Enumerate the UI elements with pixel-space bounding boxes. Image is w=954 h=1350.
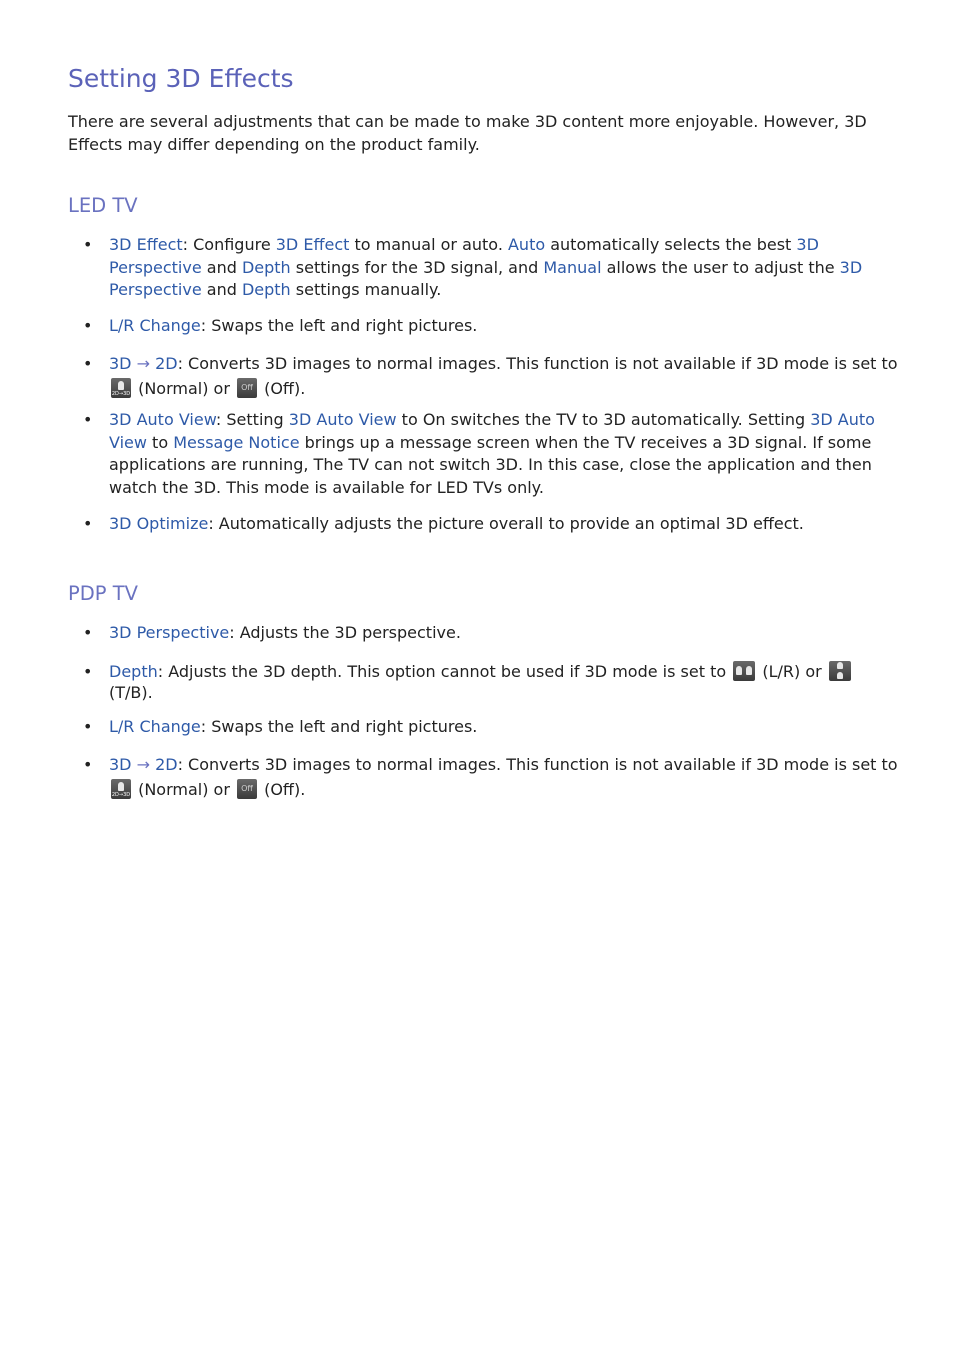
list-item-3d-to-2d: • 3D → 2D: Converts 3D images to normal images. This function is not available if 3D mode is set to 2D→3D (Normal) or Off (Off). bbox=[109, 351, 899, 401]
list-item-3d-optimize: • 3D Optimize: Automatically adjusts the picture overall to provide an optimal 3D effect. bbox=[109, 513, 899, 536]
list-item-depth: • Depth: Adjusts the 3D depth. This option cannot be used if 3D mode is set to (L/R) or (T/B). bbox=[109, 661, 899, 703]
link-3d[interactable]: 3D bbox=[109, 354, 132, 373]
normal-mode-icon: 2D→3D bbox=[111, 779, 131, 799]
link-3d-auto-view[interactable]: 3D Auto View bbox=[109, 410, 216, 429]
link-message-notice[interactable]: Message Notice bbox=[173, 432, 300, 452]
led-tv-heading: LED TV bbox=[68, 194, 138, 217]
link-lr-change[interactable]: L/R Change bbox=[109, 717, 201, 736]
list-item-lr-change: • L/R Change: Swaps the left and right pictures. bbox=[109, 315, 899, 338]
list-item-3d-effect: • 3D Effect: Configure 3D Effect to manual or auto. Auto automatically selects the best 3D Perspective and Depth settings for the 3D signal, and Manual allows the user to adjust the 3D Perspective and Depth settings manually. bbox=[109, 234, 899, 302]
link-depth[interactable]: Depth bbox=[109, 662, 158, 681]
link-lr-change[interactable]: L/R Change bbox=[109, 316, 201, 335]
link-3d-perspective[interactable]: 3D Perspective bbox=[109, 235, 819, 277]
link-3d-perspective[interactable]: 3D Perspective bbox=[109, 257, 863, 299]
arrow-icon: → bbox=[131, 755, 156, 774]
link-3d[interactable]: 3D bbox=[109, 755, 132, 774]
link-3d-effect[interactable]: 3D Effect bbox=[275, 235, 350, 254]
link-manual[interactable]: Manual bbox=[543, 257, 602, 277]
normal-mode-icon: 2D→3D bbox=[111, 378, 131, 398]
list-item-3d-perspective: • 3D Perspective: Adjusts the 3D perspective. bbox=[109, 622, 899, 645]
list-item-3d-auto-view: • 3D Auto View: Setting 3D Auto View to On switches the TV to 3D automatically. Setting 3D Auto View to Message Notice brings up a message screen when the TV receives a 3D signal. If some applications are running, The TV can not switch 3D. In this case, close the application and then watch the 3D. This mode is available for LED TVs only. bbox=[109, 409, 899, 499]
link-2d[interactable]: 2D bbox=[155, 755, 178, 774]
link-2d[interactable]: 2D bbox=[155, 354, 178, 373]
link-3d-effect[interactable]: 3D Effect bbox=[109, 235, 183, 254]
off-mode-icon: Off bbox=[237, 378, 257, 398]
link-3d-perspective[interactable]: 3D Perspective bbox=[109, 623, 230, 642]
lr-mode-icon bbox=[733, 661, 755, 681]
link-3d-auto-view[interactable]: 3D Auto View bbox=[288, 410, 397, 429]
arrow-icon: → bbox=[131, 354, 156, 373]
link-depth[interactable]: Depth bbox=[241, 280, 291, 299]
tb-mode-icon bbox=[829, 661, 851, 681]
page-title: Setting 3D Effects bbox=[68, 64, 294, 93]
off-mode-icon: Off bbox=[237, 779, 257, 799]
link-depth[interactable]: Depth bbox=[241, 257, 291, 277]
list-item-3d-to-2d: • 3D → 2D: Converts 3D images to normal images. This function is not available if 3D mode is set to 2D→3D (Normal) or Off (Off). bbox=[109, 752, 899, 802]
link-auto[interactable]: Auto bbox=[507, 235, 546, 254]
intro-paragraph: There are several adjustments that can be made to make 3D content more enjoyable. However, 3D Effects may differ depending on the product family. bbox=[68, 112, 867, 154]
link-3d-optimize[interactable]: 3D Optimize bbox=[109, 514, 209, 533]
list-item-lr-change: • L/R Change: Swaps the left and right pictures. bbox=[109, 716, 899, 739]
link-3d-auto-view[interactable]: 3D Auto View bbox=[109, 410, 875, 452]
pdp-tv-heading: PDP TV bbox=[68, 582, 138, 605]
